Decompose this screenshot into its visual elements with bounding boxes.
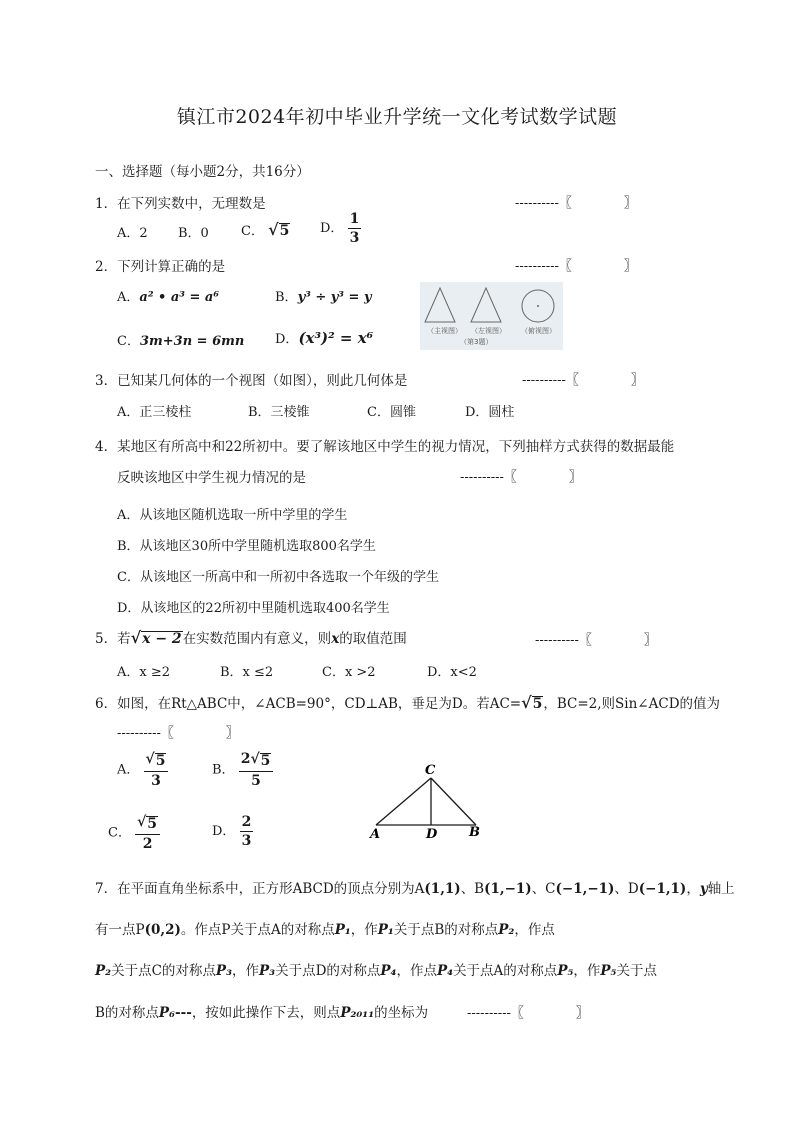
- q6-option-d-label: D．: [212, 824, 236, 839]
- q7-line2-c: 关于点B的对称点: [393, 922, 499, 938]
- q7-p1b: P₁: [377, 922, 394, 938]
- q6-b-radicand: 5: [260, 753, 271, 769]
- q4-option-d: D．从该地区的22所初中里随机选取400名学生: [117, 601, 390, 616]
- q6-option-b-label: B．: [212, 762, 235, 778]
- vertex-b-label: B: [469, 825, 480, 840]
- q1-d-numerator: 1: [349, 211, 360, 227]
- q2-stem: 2．下列计算正确的是: [95, 259, 226, 275]
- q2-option-b: [275, 286, 372, 305]
- side-view-triangle: [471, 288, 501, 322]
- q4-option-a: A．从该地区随机选取一所中学里的学生: [117, 508, 348, 523]
- q7-p3b: P₃: [259, 963, 276, 979]
- q3-answer-bracket: ----------〖 〗: [522, 373, 644, 388]
- q7-line1: 7．在平面直角坐标系中，正方形ABCD的顶点分别为A(1,1)、B(1,−1)、C(−1,−1)、D(−1,1)，y轴上: [95, 881, 735, 897]
- q5-stem: [95, 627, 407, 647]
- q7-line3-c: 关于点D的对称点: [275, 963, 381, 979]
- q5-stem-pre: 5．若: [95, 631, 131, 647]
- q7-line4-a: ，按如此操作下去，则点: [191, 1005, 341, 1021]
- q7-line3-a: 关于点C的对称点: [111, 963, 216, 979]
- q6-option-c-label: C．: [108, 825, 131, 841]
- q7-p3: P₃: [215, 963, 232, 979]
- q5-option-c: C．x >2: [322, 665, 376, 680]
- q3-option-c: C．圆锥: [367, 405, 416, 420]
- q7-point-p: (0,2): [144, 922, 181, 938]
- q2-option-c-label: C．: [117, 334, 140, 349]
- q2-answer-bracket: ----------〖 〗: [515, 259, 637, 274]
- page-title: 镇江市2024年初中毕业升学统一文化考试数学试题: [176, 106, 618, 128]
- q7-line1-pre: 7．在平面直角坐标系中，正方形ABCD的顶点分别为A: [95, 881, 425, 897]
- segment-cb: [431, 778, 476, 825]
- q7-line3-e: 关于点A的对称点: [453, 963, 558, 979]
- q5-radicand: x − 2: [142, 631, 182, 647]
- triangle-figure: [368, 760, 488, 842]
- q6-option-d: [212, 815, 253, 848]
- three-view-drawing: [420, 282, 563, 350]
- q4-answer-bracket: ----------〖 〗: [460, 470, 582, 485]
- side-view-label: （左视图）: [471, 327, 506, 335]
- q2-option-d-expr: (x³)² = x⁶: [298, 329, 374, 347]
- q7-sep1: 、B: [460, 881, 485, 897]
- q7-p4: P₄: [380, 963, 397, 979]
- q4-option-b: B．从该地区30所中学里随机选取800名学生: [117, 539, 376, 554]
- q7-line3-d: ，作点: [396, 963, 437, 979]
- q6-d-denominator: 3: [241, 833, 252, 849]
- q2-option-c: [117, 330, 244, 349]
- q1-option-b: B．0: [178, 226, 209, 241]
- q1-option-d-fraction: [348, 212, 362, 245]
- figure-caption: （第3题）: [460, 338, 493, 346]
- q6-a-radicand: 5: [155, 753, 166, 769]
- q7-p5: P₅: [557, 963, 574, 979]
- q5-option-b: B．x ≤2: [220, 665, 274, 680]
- q5-sqrt-expr: √ x − 2: [130, 628, 182, 647]
- q7-p1: P₁: [334, 922, 351, 938]
- q3-option-a: A．正三棱柱: [117, 405, 192, 420]
- q6-option-c: [108, 815, 160, 851]
- q1-option-d: [320, 212, 361, 245]
- section-header: 一、选择题（每小题2分，共16分）: [95, 164, 310, 180]
- top-view-label: （俯视图）: [521, 327, 556, 335]
- q7-line3-b: ，作: [232, 963, 259, 979]
- q7-y-axis-var: y: [699, 881, 708, 897]
- front-view-triangle: [425, 288, 455, 322]
- q7-point-a: (1,1): [424, 881, 461, 897]
- vertex-c-label: C: [425, 763, 436, 778]
- q7-point-d: (−1,1): [638, 881, 687, 897]
- q1-option-d-label: D．: [320, 221, 344, 236]
- q6-option-a-fraction: √ 5 3: [144, 752, 169, 788]
- q6-stem-pre: 6．如图，在Rt△ABC中，∠ACB=90°，CD⊥AB，垂足为D。若AC=: [95, 696, 522, 712]
- q7-line2-a: 。作点P关于点A的对称点: [180, 922, 335, 938]
- q7-line3-g: 关于点: [616, 963, 657, 979]
- q6-option-b-fraction: 2 √ 5 5: [239, 752, 274, 788]
- vertex-a-label: A: [370, 827, 381, 842]
- q6-answer-bracket: ----------〖 〗: [117, 726, 239, 741]
- q7-dots: ---: [175, 1005, 192, 1021]
- q1-option-c-label: C．: [241, 224, 264, 239]
- q4-option-c: C．从该地区一所高中和一所初中各选取一个年级的学生: [117, 570, 439, 585]
- three-view-figure: [420, 282, 563, 350]
- q2-option-b-expr: y³ ÷ y³ = y: [297, 290, 372, 305]
- q7-sep2: 、C: [531, 881, 556, 897]
- q7-line2-b: ，作: [350, 922, 378, 938]
- q6-radicand: 5: [532, 696, 543, 712]
- q6-option-b: [212, 752, 273, 788]
- q4-stem-line1: 4．某地区有所高中和22所初中。要了解该地区中学生的视力情况，下列抽样方式获得的数据最能: [95, 439, 675, 455]
- q7-line1-tail: 轴上: [707, 881, 735, 897]
- q6-option-a: [117, 752, 168, 788]
- q3-option-b: B．三棱锥: [248, 405, 310, 420]
- q1-option-a: A．2: [117, 226, 148, 241]
- vertex-d-label: D: [426, 827, 438, 842]
- q6-option-c-fraction: √ 5 2: [135, 815, 160, 851]
- q2-option-c-expr: 3m+3n = 6mn: [139, 334, 245, 349]
- q5-option-a: A．x ≥2: [117, 665, 171, 680]
- q4-stem-line2: 反映该地区中学生视力情况的是: [117, 470, 306, 486]
- q7-line4-pre: B的对称点: [95, 1005, 159, 1021]
- q7-line2-d: ，作点: [514, 922, 555, 938]
- q3-option-d: D．圆柱: [465, 405, 515, 420]
- q2-option-a: [117, 286, 219, 305]
- q7-answer-bracket: ----------〖 〗: [467, 1006, 589, 1021]
- front-view-label: （主视图）: [427, 327, 462, 335]
- q2-option-d-label: D．: [275, 332, 299, 347]
- q6-c-denominator: 2: [142, 835, 153, 852]
- q6-d-numerator: 2: [241, 814, 252, 830]
- q7-sep3: 、D: [614, 881, 639, 897]
- segment-ac: [376, 778, 431, 825]
- q7-p6: P₆: [158, 1005, 175, 1021]
- q1-stem: 1．在下列实数中，无理数是: [95, 196, 266, 212]
- q7-p2011: P₂₀₁₁: [340, 1005, 375, 1021]
- q5-option-d: D．x<2: [427, 665, 477, 680]
- top-view-center-dot: [537, 305, 539, 307]
- q5-stem-post: 的取值范围: [339, 631, 407, 647]
- q1-answer-bracket: ----------〖 〗: [515, 196, 637, 211]
- q1-option-c: [241, 220, 290, 239]
- q5-stem-var: x: [331, 631, 340, 647]
- q7-line3-f: ，作: [573, 963, 601, 979]
- q7-line3-p2: P₂: [95, 963, 112, 979]
- q3-stem: 3．已知某几何体的一个视图（如图），则此几何体是: [95, 373, 408, 389]
- q7-p2: P₂: [498, 922, 515, 938]
- q6-b-coef: 2: [240, 751, 251, 767]
- q6-option-d-fraction: [240, 815, 254, 848]
- q1-d-denominator: 3: [349, 230, 360, 246]
- q7-point-c: (−1,−1): [555, 881, 615, 897]
- q6-stem-post: ，BC=2,则Sin∠ACD的值为: [543, 696, 721, 712]
- q2-option-d: [275, 328, 373, 347]
- q7-line4: [95, 1001, 428, 1021]
- q7-point-b: (1,−1): [484, 881, 532, 897]
- q7-line2: [95, 918, 555, 938]
- q6-option-a-label: A．: [117, 762, 140, 778]
- q7-p5b: P₅: [600, 963, 617, 979]
- q7-p4b: P₄: [436, 963, 454, 979]
- q6-stem: [95, 692, 720, 712]
- sqrt-symbol: √ 5: [268, 220, 290, 239]
- q1-option-c-radicand: 5: [279, 223, 290, 239]
- q2-option-b-label: B．: [275, 290, 298, 305]
- q7-line4-b: 的坐标为: [374, 1005, 429, 1021]
- q6-b-denominator: 5: [251, 772, 261, 789]
- q5-answer-bracket: ----------〖 〗: [535, 633, 657, 648]
- q2-option-a-label: A．: [117, 290, 140, 305]
- q7-line2-pre: 有一点P: [95, 922, 145, 938]
- q5-stem-mid: 在实数范围内有意义，则: [182, 631, 332, 647]
- q6-c-radicand: 5: [147, 816, 158, 832]
- q2-option-a-expr: a² • a³ = a⁶: [139, 290, 220, 305]
- q6-sqrt: √ 5: [521, 693, 543, 712]
- q6-a-denominator: 3: [151, 772, 161, 789]
- q7-line3: [95, 959, 657, 979]
